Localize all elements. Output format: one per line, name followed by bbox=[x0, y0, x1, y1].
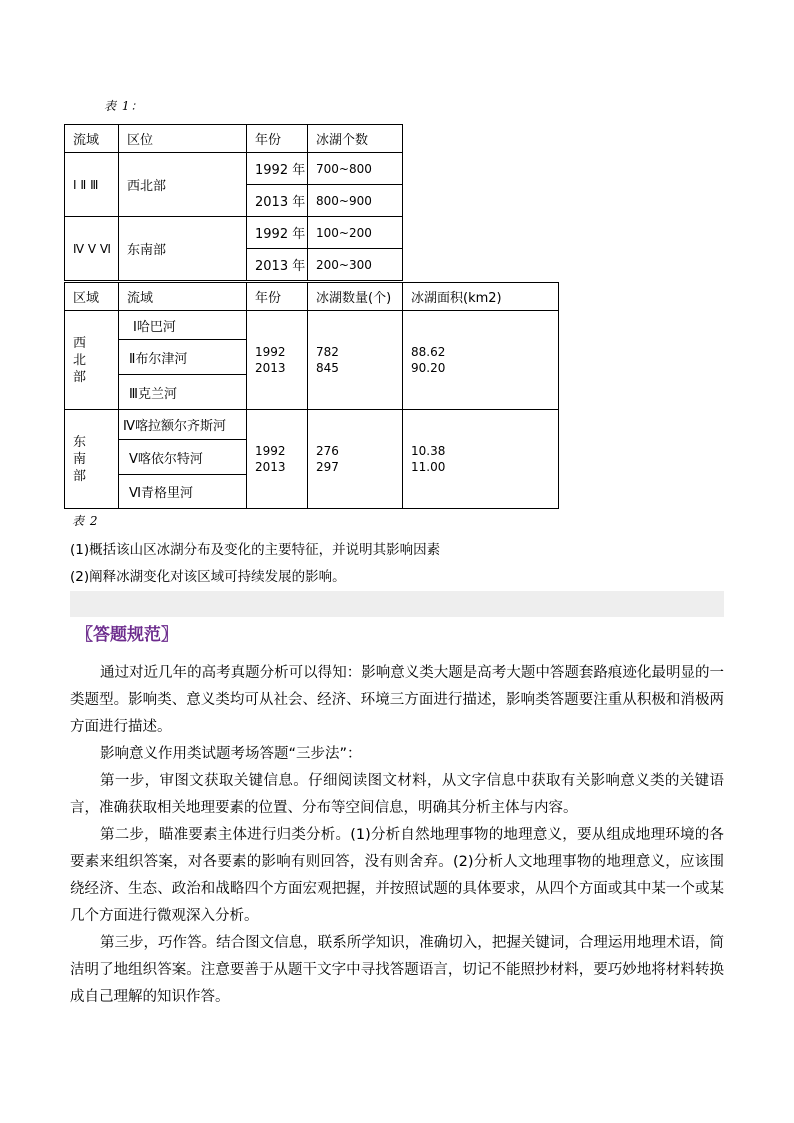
question-1: (1)概括该山区冰湖分布及变化的主要特征，并说明其影响因素 bbox=[70, 542, 441, 558]
header-cell: 年份 bbox=[247, 283, 308, 311]
count-cell bbox=[308, 311, 403, 410]
paragraph: 第二步，瞄准要素主体进行归类分析。(1)分析自然地理事物的地理意义，要从组成地理环境的各要素来组织答案，对各要素的影响有则回答，没有则舍弃。(2)分析人文地理事物的地理意义，应该围绕经济、生态、政治和战略四个方面宏观把握，并按照试题的具体要求，从四个方面或其中某一个或某几个方面进行微观深入分析。 bbox=[70, 827, 724, 924]
area-value: 11.00 bbox=[411, 460, 446, 474]
header-cell: 流域 bbox=[119, 283, 247, 311]
river-cell: Ⅵ青格里河 bbox=[119, 475, 247, 509]
year-cell: 2013 年 bbox=[247, 249, 308, 281]
river-cell: Ⅰ哈巴河 bbox=[119, 311, 247, 340]
region-char: 北 bbox=[73, 352, 87, 368]
count-cell: 200~300 bbox=[308, 249, 403, 281]
count-value: 782 bbox=[316, 345, 339, 359]
count-cell: 100~200 bbox=[308, 217, 403, 249]
table-header-row bbox=[65, 283, 559, 311]
region-char: 东 bbox=[73, 434, 87, 450]
paragraph: 第一步，审图文获取关键信息。仔细阅读图文材料，从文字信息中获取有关影响意义类的关键语言，准确获取相关地理要素的位置、分布等空间信息，明确其分析主体与内容。 bbox=[70, 773, 724, 816]
header-cell: 冰湖面积(km2) bbox=[403, 283, 559, 311]
river-cell: Ⅳ喀拉额尔齐斯河 bbox=[119, 410, 247, 440]
region-char: 西 bbox=[73, 335, 87, 351]
area-value: 10.38 bbox=[411, 444, 446, 458]
answer-guide-body bbox=[70, 660, 724, 1011]
area-cell bbox=[403, 410, 559, 509]
region-cell bbox=[65, 410, 119, 509]
count-value: 297 bbox=[316, 460, 339, 474]
year-cell: 1992 年 bbox=[247, 153, 308, 185]
year-cell: 2013 年 bbox=[247, 185, 308, 217]
glacial-lake-count-table bbox=[64, 124, 403, 281]
year-cell: 1992 年 bbox=[247, 217, 308, 249]
river-cell: Ⅱ布尔津河 bbox=[119, 340, 247, 375]
paragraph: 通过对近几年的高考真题分析可以得知：影响意义类大题是高考大题中答题套路痕迹化最明显的一类题型。影响类、意义类均可从社会、经济、环境三方面进行描述，影响类答题要注重从积极和消极两方面进行描述。 bbox=[70, 665, 724, 735]
region-char: 部 bbox=[73, 468, 87, 484]
count-cell bbox=[308, 410, 403, 509]
area-cell bbox=[403, 311, 559, 410]
count-cell: 700~800 bbox=[308, 153, 403, 185]
year-value: 2013 bbox=[255, 361, 286, 375]
header-cell: 冰湖数量(个) bbox=[308, 283, 403, 311]
year-value: 1992 bbox=[255, 444, 286, 458]
header-cell: 冰湖个数 bbox=[308, 125, 403, 153]
year-cell bbox=[247, 311, 308, 410]
year-cell bbox=[247, 410, 308, 509]
header-cell: 区域 bbox=[65, 283, 119, 311]
table-row bbox=[65, 311, 559, 340]
paragraph: 第三步，巧作答。结合图文信息，联系所学知识，准确切入，把握关键词，合理运用地理术语，简洁明了地组织答案。注意要善于从题干文字中寻找答题语言，切记不能照抄材料，要巧妙地将材料转换成自己理解的知识作答。 bbox=[70, 935, 724, 1005]
year-value: 2013 bbox=[255, 460, 286, 474]
year-value: 1992 bbox=[255, 345, 286, 359]
count-value: 845 bbox=[316, 361, 339, 375]
section-title: 〖答题规范〗 bbox=[76, 625, 178, 645]
table-row bbox=[65, 153, 403, 185]
table-row bbox=[65, 410, 559, 440]
region-cell bbox=[65, 311, 119, 410]
basin-cell: Ⅰ Ⅱ Ⅲ bbox=[65, 153, 119, 217]
count-cell: 800~900 bbox=[308, 185, 403, 217]
area-value: 88.62 bbox=[411, 345, 446, 359]
glacial-lake-area-table bbox=[64, 282, 559, 509]
header-cell: 区位 bbox=[119, 125, 247, 153]
table-header-row bbox=[65, 125, 403, 153]
area-value: 90.20 bbox=[411, 361, 446, 375]
river-cell: Ⅴ喀依尔特河 bbox=[119, 440, 247, 475]
section-divider-bar bbox=[70, 591, 724, 617]
header-cell: 年份 bbox=[247, 125, 308, 153]
table2-caption: 表 2 bbox=[72, 514, 99, 528]
river-cell: Ⅲ克兰河 bbox=[119, 375, 247, 410]
paragraph: 影响意义作用类试题考场答题“三步法”： bbox=[100, 746, 362, 762]
basin-cell: Ⅳ Ⅴ Ⅵ bbox=[65, 217, 119, 281]
table-row bbox=[65, 217, 403, 249]
region-cell: 东南部 bbox=[119, 217, 247, 281]
header-cell: 流域 bbox=[65, 125, 119, 153]
question-2: (2)阐释冰湖变化对该区域可持续发展的影响。 bbox=[70, 569, 346, 585]
region-cell: 西北部 bbox=[119, 153, 247, 217]
count-value: 276 bbox=[316, 444, 339, 458]
table1-caption: 表 1： bbox=[104, 99, 144, 113]
region-char: 南 bbox=[73, 451, 87, 467]
region-char: 部 bbox=[73, 369, 87, 385]
